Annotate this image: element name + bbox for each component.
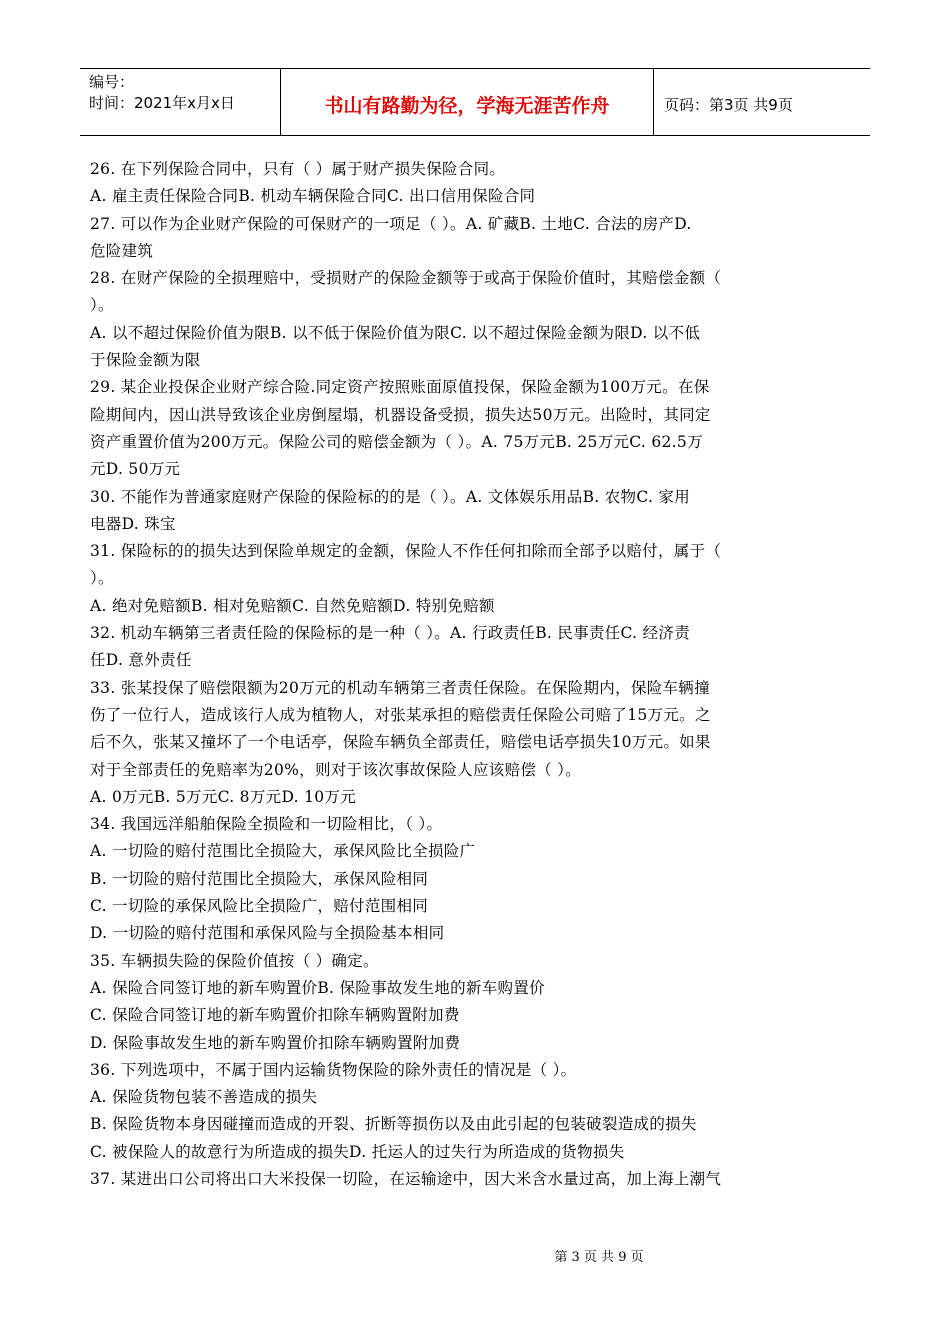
text-line: A. 绝对免赔额B. 相对免赔额C. 自然免赔额D. 特别免赔额 — [90, 596, 495, 615]
text-line: 资产重置价值为200万元。保险公司的赔偿金额为（ ）。A. 75万元B. 25万元C. 62.5万 — [90, 432, 703, 451]
header-table — [80, 68, 870, 136]
text-line: 28. 在财产保险的全损理赔中，受损财产的保险金额等于或高于保险价值时，其赔偿金额（ — [90, 269, 722, 288]
text-line: 33. 张某投保了赔偿限额为20万元的机动车辆第三者责任保险。在保险期内，保险车辆撞 — [90, 678, 710, 697]
text-line: 27. 可以作为企业财产保险的可保财产的一项足（ ）。A. 矿藏B. 土地C. 合法的房产D. — [90, 214, 692, 233]
header-motto: 书山有路勤为径，学海无涯苦作舟 — [281, 69, 654, 135]
text-line: 险期间内，因山洪导致该企业房倒屋塌，机器设备受损，损失达50万元。出险时，其同定 — [90, 405, 711, 424]
text-line: 伤了一位行人，造成该行人成为植物人，对张某承担的赔偿责任保险公司赔了15万元。之 — [90, 705, 711, 724]
text-line: 26. 在下列保险合同中，只有（ ）属于财产损失保险合同。 — [90, 160, 506, 178]
text-line: ）。 — [90, 569, 114, 588]
text-line: 37. 某进出口公司将出口大米投保一切险，在运输途中，因大米含水量过高，加上海上潮气 — [90, 1169, 722, 1188]
text-line: 危险建筑 — [90, 241, 154, 260]
doc-number-label: 编号： — [89, 73, 135, 91]
document-body — [90, 156, 858, 1193]
text-line: 电器D. 珠宝 — [90, 514, 176, 533]
text-line: C. 被保险人的故意行为所造成的损失D. 托运人的过失行为所造成的货物损失 — [90, 1142, 625, 1161]
text-line: 32. 机动车辆第三者责任险的保险标的是一种（ ）。A. 行政责任B. 民事责任C. 经济责 — [90, 624, 691, 643]
text-line: 元D. 50万元 — [90, 460, 181, 479]
text-line: D. 保险事故发生地的新车购置价扣除车辆购置附加费 — [90, 1033, 461, 1052]
header-info-cell — [80, 69, 281, 135]
text-line: 30. 不能作为普通家庭财产保险的保险标的的是（ ）。A. 文体娱乐用品B. 农物C. 家用 — [90, 487, 691, 506]
text-line: A. 雇主责任保险合同B. 机动车辆保险合同C. 出口信用保险合同 — [90, 187, 536, 206]
page-footer: 第 3 页 共 9 页 — [554, 1250, 644, 1265]
text-line: 35. 车辆损失险的保险价值按（ ）确定。 — [90, 951, 379, 970]
text-line: A. 保险货物包装不善造成的损失 — [90, 1088, 318, 1107]
text-line: D. 一切险的赔付范围和承保风险与全损险基本相同 — [90, 924, 445, 943]
text-line: 34. 我国远洋船舶保险全损险和一切险相比，（ ）。 — [90, 815, 443, 834]
text-line: B. 保险货物本身因碰撞而造成的开裂、折断等损伤以及由此引起的包装破裂造成的损失 — [90, 1115, 697, 1134]
text-line: 后不久，张某又撞坏了一个电话亭，保险车辆负全部责任，赔偿电话亭损失10万元。如果 — [90, 733, 711, 752]
header-page-label: 页码：第3页 共9页 — [664, 95, 793, 114]
text-line: 对于全部责任的免赔率为20%，则对于该次事故保险人应该赔偿（ ）。 — [90, 760, 582, 779]
text-line: 31. 保险标的的损失达到保险单规定的金额，保险人不作任何扣除而全部予以赔付，属于（ — [90, 542, 722, 561]
text-line: 29. 某企业投保企业财产综合险.同定资产按照账面原值投保，保险金额为100万元。在保 — [90, 378, 710, 397]
text-line: 于保险金额为限 — [90, 351, 201, 370]
text-line: B. 一切险的赔付范围比全损险大，承保风险相同 — [90, 869, 429, 888]
text-line: A. 保险合同签订地的新车购置价B. 保险事故发生地的新车购置价 — [90, 978, 545, 997]
text-line: A. 一切险的赔付范围比全损险大，承保风险比全损险广 — [90, 842, 476, 861]
text-line: C. 一切险的承保风险比全损险广，赔付范围相同 — [90, 897, 429, 916]
text-line: ）。 — [90, 296, 114, 315]
text-line: 任D. 意外责任 — [90, 651, 192, 670]
date-label: 时间：2021年x月x日 — [89, 94, 235, 112]
text-line: 36. 下列选项中，不属于国内运输货物保险的除外责任的情况是（ ）。 — [90, 1060, 577, 1079]
text-line: A. 以不超过保险价值为限B. 以不低于保险价值为限C. 以不超过保险金额为限D. 以不低 — [90, 323, 701, 342]
text-line: A. 0万元B. 5万元C. 8万元D. 10万元 — [90, 787, 356, 806]
text-line: C. 保险合同签订地的新车购置价扣除车辆购置附加费 — [90, 1006, 460, 1025]
